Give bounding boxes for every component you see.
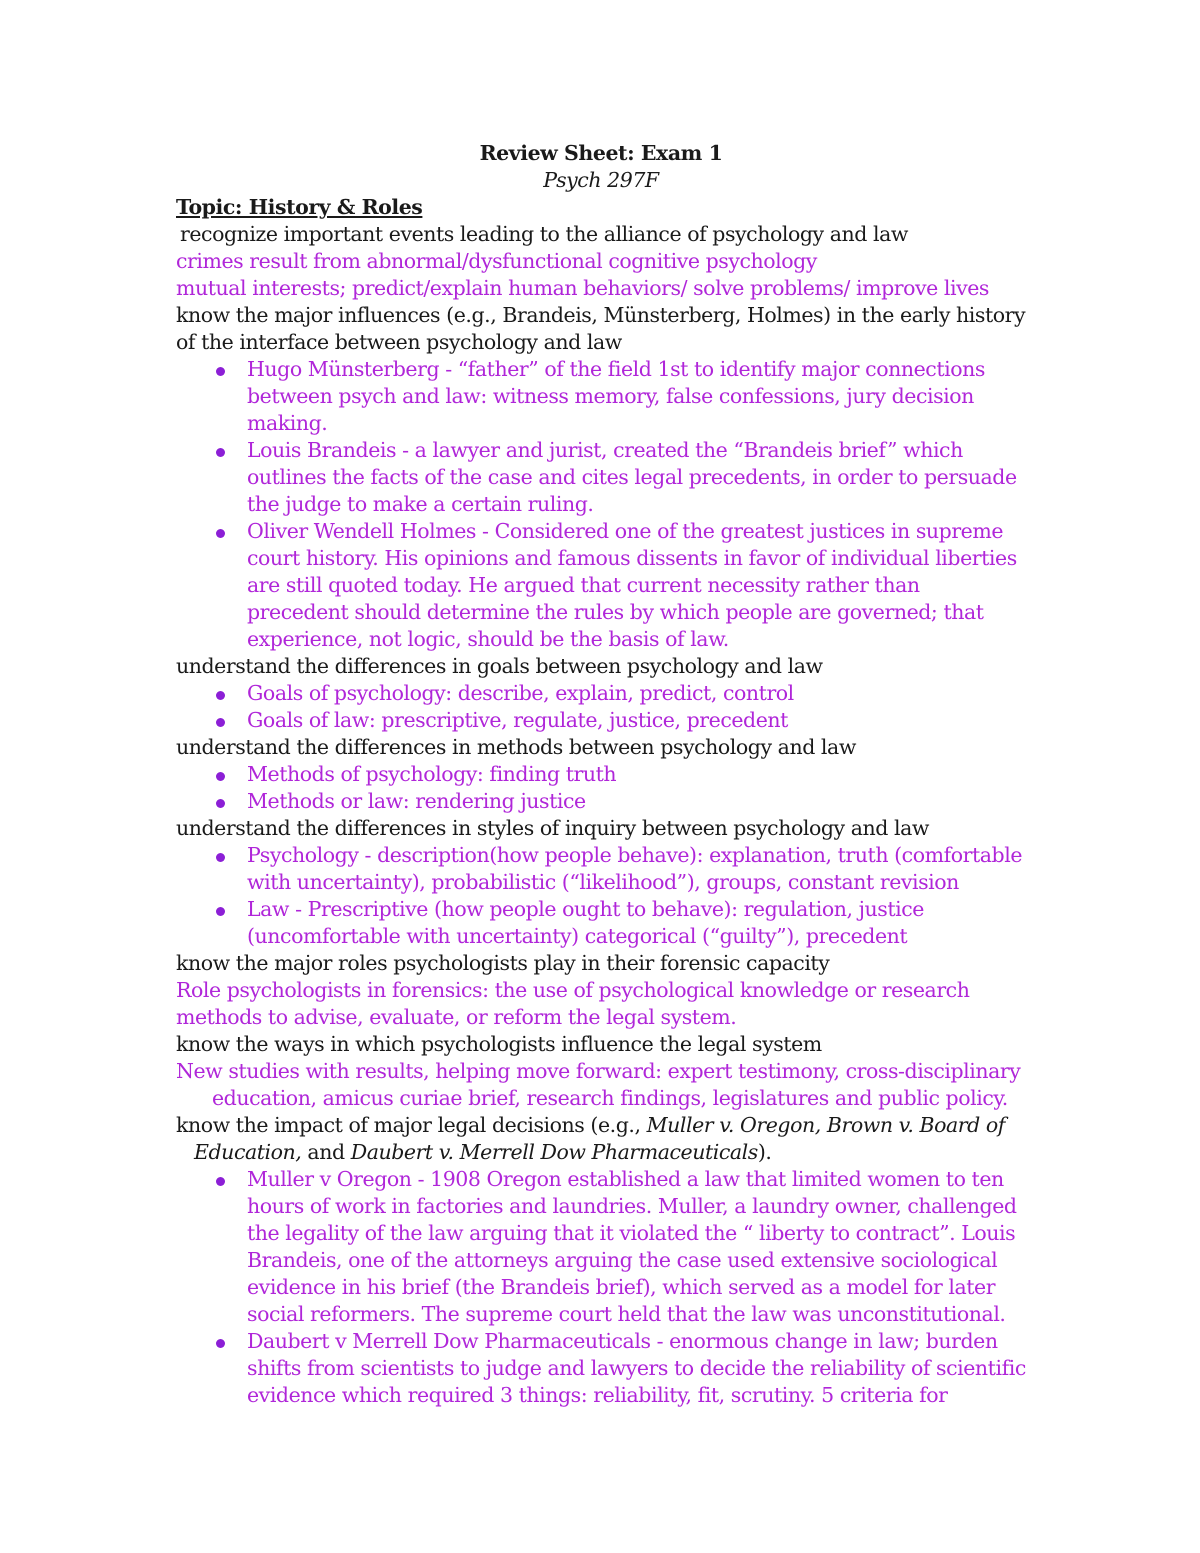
objective-styles: understand the differences in styles of inquiry between psychology and law	[176, 816, 929, 840]
list-item: Psychology - description(how people behave): explanation, truth (comfortable with uncertainty), probabilistic (“likelihood”), groups, constant revision	[176, 842, 1026, 896]
case-name-daubert: Daubert v. Merrell Dow Pharmaceuticals	[350, 1140, 758, 1164]
objective-legal-decisions: know the impact of major legal decisions (e.g., Muller v. Oregon, Brown v. Board of Education, and Daubert v. Merrell Dow Pharmaceuticals).	[176, 1113, 1005, 1164]
list-item: Muller v Oregon - 1908 Oregon established a law that limited women to ten hours of work in factories and laundries. Muller, a laundry owner, challenged the legality of the law arguing that it violated the “ liberty to contract”. Louis Brandeis, one of the attorneys arguing the case used extensive sociological evidence in his brief (the Brandeis brief), which served as a model for later social reformers. The supreme court held that the law was unconstitutional.	[176, 1166, 1026, 1328]
list-item: Law - Prescriptive (how people ought to behave): regulation, justice (uncomfortable with uncertainty) categorical (“guilty”), precedent	[176, 896, 1026, 950]
cases-list	[176, 1166, 1026, 1409]
bullet-icon	[216, 772, 225, 781]
list-item: Daubert v Merrell Dow Pharmaceuticals - enormous change in law; burden shifts from scientists to judge and lawyers to decide the reliability of scientific evidence which required 3 things: reliability, fit, scrutiny. 5 criteria for	[176, 1328, 1026, 1409]
bullet-icon	[216, 718, 225, 727]
influences-list	[176, 356, 1026, 653]
course-subtitle: Psych 297F	[543, 168, 659, 192]
note-influence: New studies with results, helping move forward: expert testimony, cross-disciplinary education, amicus curiae brief, research findings, legislatures and public policy.	[176, 1059, 1021, 1110]
styles-list	[176, 842, 1026, 950]
bullet-icon	[216, 1339, 225, 1348]
bullet-icon	[216, 448, 225, 457]
list-item: Goals of psychology: describe, explain, predict, control	[176, 680, 1026, 707]
case-names: Muller v. Oregon, Brown v. Board of Education,	[194, 1113, 1005, 1164]
bullet-icon	[216, 529, 225, 538]
goals-list	[176, 680, 1026, 734]
bullet-icon	[216, 853, 225, 862]
review-sheet-page	[176, 140, 1026, 1409]
bullet-icon	[216, 799, 225, 808]
note-roles: Role psychologists in forensics: the use of psychological knowledge or research methods to advise, evaluate, or reform the legal system.	[176, 978, 970, 1029]
objective-events: recognize important events leading to the alliance of psychology and law	[180, 222, 908, 246]
list-item: Goals of law: prescriptive, regulate, justice, precedent	[176, 707, 1026, 734]
note-mutual-interests: mutual interests; predict/explain human behaviors/ solve problems/ improve lives	[176, 276, 989, 300]
list-item: Methods of psychology: finding truth	[176, 761, 1026, 788]
bullet-icon	[216, 907, 225, 916]
bullet-icon	[216, 367, 225, 376]
objective-methods: understand the differences in methods between psychology and law	[176, 735, 856, 759]
list-item: Louis Brandeis - a lawyer and jurist, created the “Brandeis brief” which outlines the facts of the case and cites legal precedents, in order to persuade the judge to make a certain ruling.	[176, 437, 1026, 518]
objective-influence-legal-system: know the ways in which psychologists influence the legal system	[176, 1032, 822, 1056]
list-item: Methods or law: rendering justice	[176, 788, 1026, 815]
methods-list	[176, 761, 1026, 815]
bullet-icon	[216, 1177, 225, 1186]
bullet-icon	[216, 691, 225, 700]
objective-influences: know the major influences (e.g., Brandeis, Münsterberg, Holmes) in the early history of the interface between psychology and law	[176, 303, 1026, 354]
list-item: Oliver Wendell Holmes - Considered one of the greatest justices in supreme court history. His opinions and famous dissents in favor of individual liberties are still quoted today. He argued that current necessity rather than precedent should determine the rules by which people are governed; that experience, not logic, should be the basis of law.	[176, 518, 1026, 653]
list-item: Hugo Münsterberg - “father” of the field 1st to identify major connections between psych and law: witness memory, false confessions, jury decision making.	[176, 356, 1026, 437]
page-title: Review Sheet: Exam 1	[479, 141, 723, 165]
objective-goals: understand the differences in goals between psychology and law	[176, 654, 823, 678]
objective-roles: know the major roles psychologists play in their forensic capacity	[176, 951, 830, 975]
topic-heading: Topic: History & Roles	[176, 195, 423, 219]
note-crimes: crimes result from abnormal/dysfunctional cognitive psychology	[176, 249, 817, 273]
